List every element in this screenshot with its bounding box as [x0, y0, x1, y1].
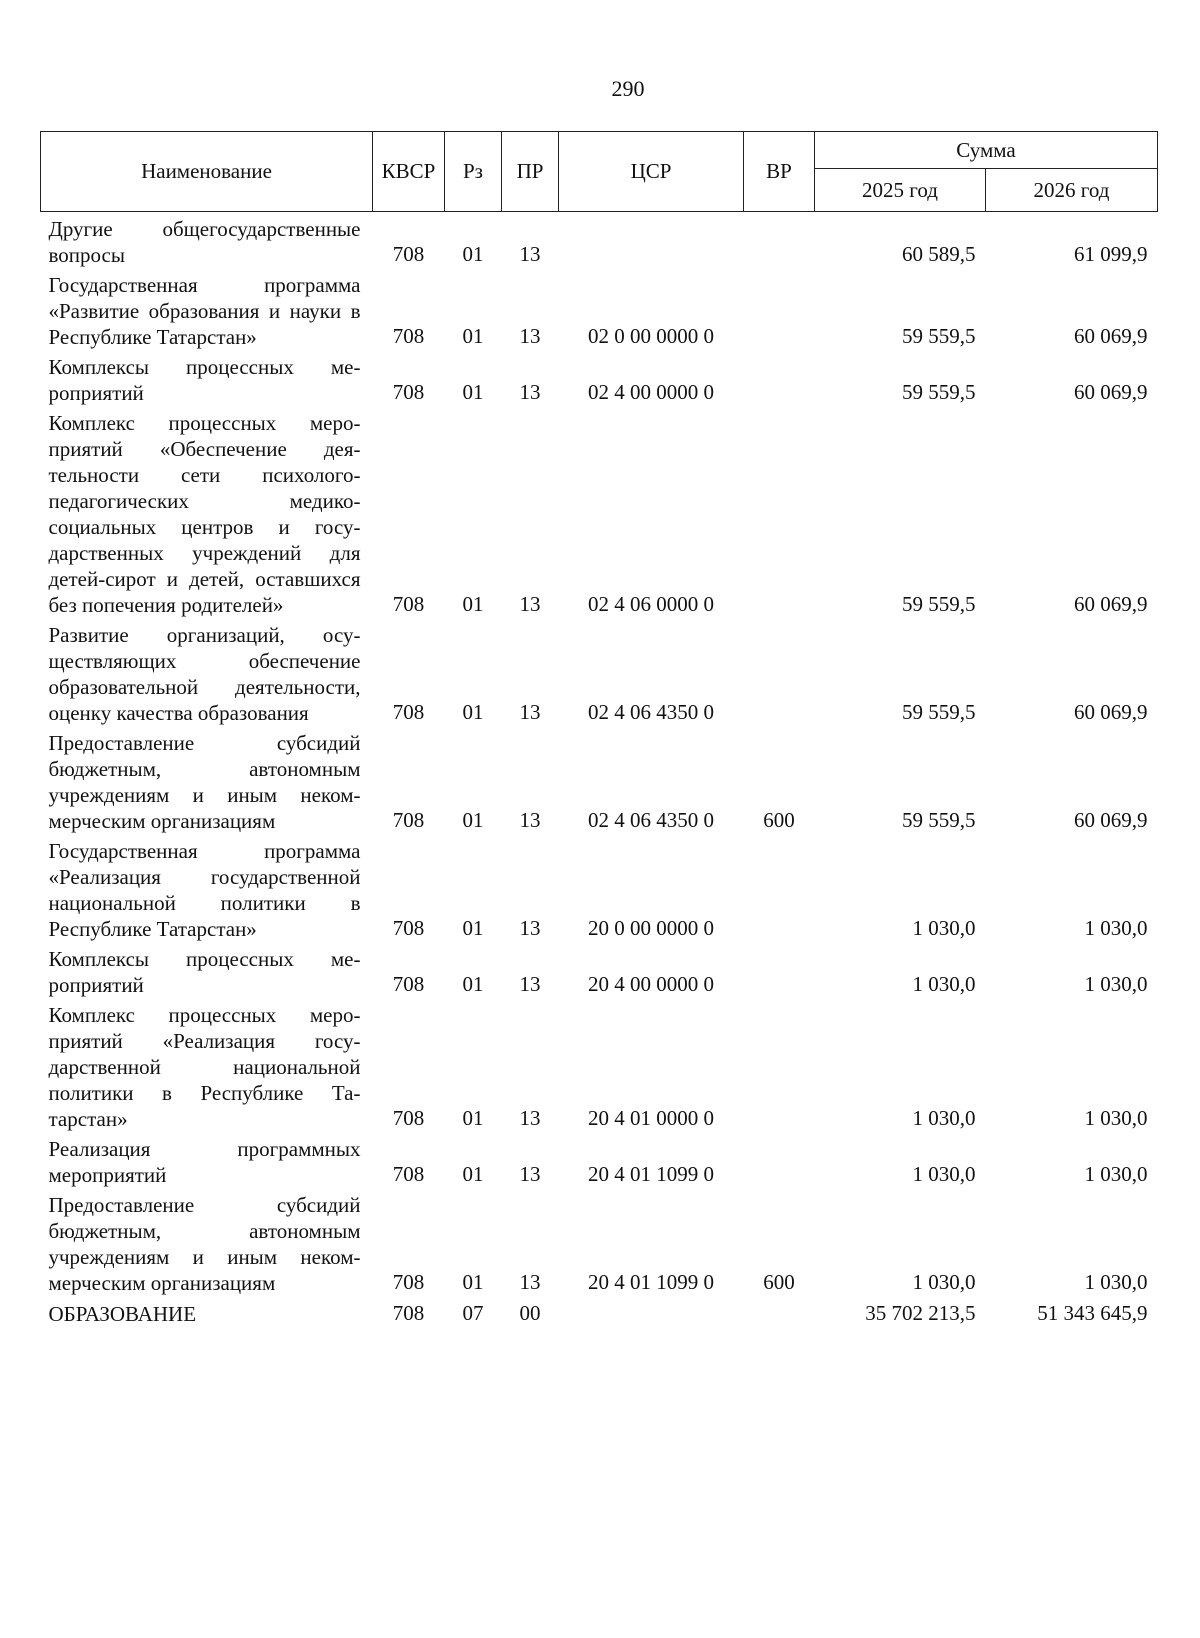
row-sum-2026: 51 343 645,9: [1037, 1301, 1148, 1325]
row-name: Комплексы процессных мероприятий: [48, 947, 361, 997]
row-csr: 02 4 06 4350 0: [588, 808, 714, 832]
row-kvsr: 708: [392, 700, 425, 724]
row-sum-2025: 1 030,0: [912, 1270, 976, 1294]
row-rz: 01: [462, 916, 484, 940]
row-kvsr: 708: [392, 808, 425, 832]
row-kvsr: 708: [392, 592, 425, 616]
row-vr: [744, 1296, 815, 1327]
row-sum-2025: 60 589,5: [902, 242, 976, 266]
table-row: [41, 726, 1158, 834]
table-row: [41, 268, 1158, 350]
table-row: [41, 1188, 1158, 1296]
header-sum: Сумма: [815, 132, 1158, 169]
row-sum-2025: 1 030,0: [912, 1162, 976, 1186]
row-vr: [744, 1132, 815, 1188]
row-csr: 20 4 01 1099 0: [588, 1270, 714, 1294]
row-name: Государственная программа «Развитие образования и науки в Республике Татарстан»: [48, 273, 361, 349]
header-kvsr: КВСР: [373, 132, 445, 212]
row-sum-2026: 1 030,0: [1084, 1162, 1148, 1186]
row-sum-2025: 35 702 213,5: [865, 1301, 976, 1325]
row-pr: 13: [519, 1162, 541, 1186]
row-vr: [744, 406, 815, 618]
row-vr: [744, 618, 815, 726]
row-pr: 13: [519, 592, 541, 616]
row-pr: 13: [519, 242, 541, 266]
row-name: Комплекс процессных мероприятий «Реализация государственной национальной политики в Республике Татарстан»: [48, 1003, 361, 1131]
row-vr: [744, 834, 815, 942]
row-vr: [744, 998, 815, 1132]
table-header: [41, 132, 1158, 212]
row-pr: 13: [519, 324, 541, 348]
table-row: [41, 406, 1158, 618]
row-csr: 02 4 00 0000 0: [588, 380, 714, 404]
header-vr: ВР: [744, 132, 815, 212]
row-csr: [559, 212, 744, 269]
table-row: [41, 1296, 1158, 1327]
row-rz: 01: [462, 324, 484, 348]
row-pr: 13: [519, 1106, 541, 1130]
row-name: Предоставление субсидий бюджетным, автономным учреждениям и иным некоммерческим организациям: [48, 1193, 361, 1295]
row-csr: 02 0 00 0000 0: [588, 324, 714, 348]
row-sum-2025: 59 559,5: [902, 808, 976, 832]
row-pr: 13: [519, 380, 541, 404]
page-number: 290: [611, 76, 645, 101]
header-name: Наименование: [41, 132, 373, 212]
row-kvsr: 708: [392, 380, 425, 404]
row-kvsr: 708: [392, 1162, 425, 1186]
row-csr: 20 4 01 0000 0: [588, 1106, 714, 1130]
row-vr: [744, 942, 815, 998]
header-rz: Рз: [445, 132, 502, 212]
row-rz: 01: [462, 1270, 484, 1294]
row-pr: 13: [519, 700, 541, 724]
row-name: ОБРАЗОВАНИЕ: [48, 1302, 197, 1326]
table-row: [41, 350, 1158, 406]
row-sum-2026: 60 069,9: [1074, 380, 1148, 404]
row-name: Развитие организаций, осуществляющих обеспечение образовательной деятельности, оценку качества образования: [48, 623, 361, 725]
row-pr: 13: [519, 916, 541, 940]
row-rz: 01: [462, 592, 484, 616]
row-sum-2026: 1 030,0: [1084, 972, 1148, 996]
row-sum-2025: 59 559,5: [902, 324, 976, 348]
row-rz: 01: [462, 242, 484, 266]
row-rz: 01: [462, 700, 484, 724]
row-sum-2026: 60 069,9: [1074, 592, 1148, 616]
row-kvsr: 708: [392, 972, 425, 996]
table-row: [41, 942, 1158, 998]
row-rz: 01: [462, 1106, 484, 1130]
row-sum-2026: 60 069,9: [1074, 324, 1148, 348]
table-body: [41, 212, 1158, 1328]
table-row: [41, 1132, 1158, 1188]
row-kvsr: 708: [392, 1106, 425, 1130]
header-csr: ЦСР: [559, 132, 744, 212]
row-csr: [559, 1296, 744, 1327]
row-pr: 00: [519, 1301, 541, 1325]
header-year-2025: 2025 год: [815, 169, 986, 212]
row-kvsr: 708: [392, 916, 425, 940]
row-name: Предоставление субсидий бюджетным, автономным учреждениям и иным некоммерческим организациям: [48, 731, 361, 833]
row-vr: [744, 212, 815, 269]
row-pr: 13: [519, 1270, 541, 1294]
row-sum-2026: 1 030,0: [1084, 916, 1148, 940]
row-name: Государственная программа «Реализация государственной национальной политики в Республике Татарстан»: [48, 839, 361, 941]
row-sum-2025: 1 030,0: [912, 1106, 976, 1130]
row-rz: 01: [462, 808, 484, 832]
row-name: Другие общегосударственные вопросы: [48, 217, 361, 267]
row-kvsr: 708: [392, 324, 425, 348]
row-sum-2025: 59 559,5: [902, 592, 976, 616]
row-csr: 02 4 06 0000 0: [588, 592, 714, 616]
table-row: [41, 998, 1158, 1132]
row-sum-2026: 60 069,9: [1074, 808, 1148, 832]
row-vr: 600: [763, 1270, 795, 1294]
header-year-2026: 2026 год: [986, 169, 1158, 212]
row-kvsr: 708: [392, 1301, 425, 1325]
row-sum-2026: 60 069,9: [1074, 700, 1148, 724]
budget-table: [40, 131, 1158, 1327]
row-name: Комплекс процессных мероприятий «Обеспечение деятельности сети психолого-педагогических медико-социальных центров и государственных учреждений для детей-сирот и детей, оставшихся без попечения родителей»: [48, 411, 361, 617]
row-vr: [744, 350, 815, 406]
row-sum-2025: 59 559,5: [902, 700, 976, 724]
row-sum-2025: 59 559,5: [902, 380, 976, 404]
table-row: [41, 618, 1158, 726]
row-name: Реализация программных мероприятий: [48, 1137, 361, 1187]
header-pr: ПР: [502, 132, 559, 212]
row-sum-2026: 1 030,0: [1084, 1106, 1148, 1130]
row-sum-2026: 61 099,9: [1074, 242, 1148, 266]
row-vr: [744, 268, 815, 350]
row-rz: 07: [462, 1301, 484, 1325]
row-pr: 13: [519, 808, 541, 832]
row-sum-2025: 1 030,0: [912, 916, 976, 940]
row-sum-2025: 1 030,0: [912, 972, 976, 996]
row-pr: 13: [519, 972, 541, 996]
row-kvsr: 708: [392, 242, 425, 266]
row-vr: 600: [763, 808, 795, 832]
row-csr: 02 4 06 4350 0: [588, 700, 714, 724]
table-row: [41, 212, 1158, 269]
row-csr: 20 4 00 0000 0: [588, 972, 714, 996]
row-rz: 01: [462, 972, 484, 996]
row-csr: 20 0 00 0000 0: [588, 916, 714, 940]
row-kvsr: 708: [392, 1270, 425, 1294]
row-csr: 20 4 01 1099 0: [588, 1162, 714, 1186]
row-sum-2026: 1 030,0: [1084, 1270, 1148, 1294]
row-rz: 01: [462, 1162, 484, 1186]
table-row: [41, 834, 1158, 942]
row-name: Комплексы процессных мероприятий: [48, 355, 361, 405]
row-rz: 01: [462, 380, 484, 404]
